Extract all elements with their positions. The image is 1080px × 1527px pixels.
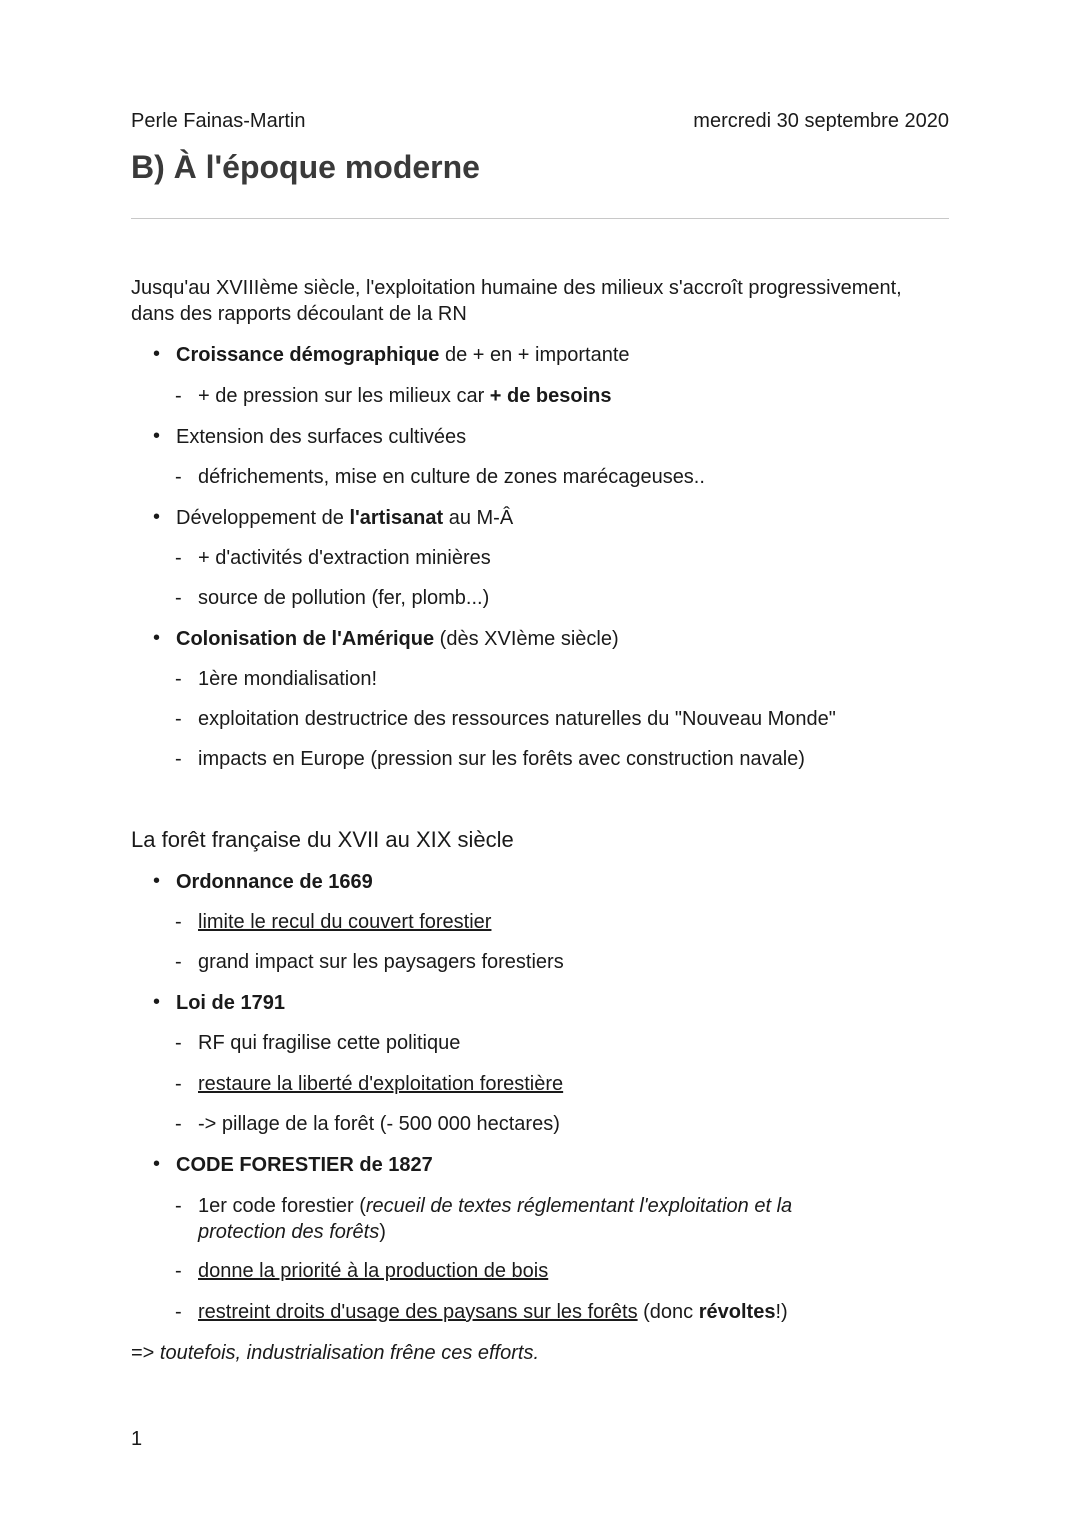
bullet-text: Développement de	[176, 507, 350, 529]
bullet-bold-text: l'artisanat	[349, 507, 444, 529]
bullet-icon: •	[153, 506, 161, 528]
bullet-icon: •	[153, 1153, 161, 1175]
author-name: Perle Fainas-Martin	[131, 110, 306, 132]
conclusion-text: toutefois, industrialisation frêne ces efforts.	[159, 1342, 540, 1364]
bullet-icon: •	[153, 627, 161, 649]
subitem-text: (donc	[637, 1301, 699, 1323]
subitem-underlined-text: restreint droits d'usage des paysans sur les forêts	[198, 1301, 638, 1323]
subitem-underlined-text: restaure la liberté d'exploitation forestière	[198, 1073, 564, 1095]
subitem-text: RF qui fragilise cette politique	[198, 1032, 461, 1054]
subitem-underlined-text: limite le recul du couvert forestier	[198, 911, 492, 933]
subitem-text: exploitation destructrice des ressources naturelles du "Nouveau Monde"	[198, 708, 836, 730]
bullet-text: (dès XVIème siècle)	[434, 628, 619, 650]
subitem-text: 1ère mondialisation!	[198, 668, 377, 690]
dash-icon: -	[175, 1260, 182, 1282]
subitem-text: + d'activités d'extraction minières	[198, 547, 491, 569]
bullet-icon: •	[153, 991, 161, 1013]
conclusion-line	[131, 1340, 911, 1366]
dash-icon: -	[175, 1301, 182, 1323]
bullet-icon: •	[153, 343, 161, 365]
dash-icon: -	[175, 385, 182, 407]
bullet-icon: •	[153, 870, 161, 892]
dash-icon: -	[175, 587, 182, 609]
bullet-icon: •	[153, 425, 161, 447]
bullet-bold-text: Loi de 1791	[176, 992, 285, 1014]
document-date: mercredi 30 septembre 2020	[693, 110, 949, 132]
page-title: B) À l'époque moderne	[131, 149, 480, 185]
subitem-text: source de pollution (fer, plomb...)	[198, 587, 490, 609]
dash-icon: -	[175, 1195, 182, 1217]
subitem-text: impacts en Europe (pression sur les forêts avec construction navale)	[198, 748, 805, 770]
dash-icon: -	[175, 668, 182, 690]
subitem-text: -> pillage de la forêt (- 500 000 hectares)	[198, 1113, 560, 1135]
bullet-bold-text: CODE FORESTIER de 1827	[176, 1154, 433, 1176]
section-heading: La forêt française du XVII au XIX siècle	[131, 827, 514, 852]
dash-icon: -	[175, 748, 182, 770]
intro-paragraph: Jusqu'au XVIIIème siècle, l'exploitation humaine des milieux s'accroît progressivement, dans des rapports découlant de la RN	[131, 277, 902, 325]
dash-icon: -	[175, 1113, 182, 1135]
subitem-text: )	[379, 1221, 386, 1243]
bullet-text: de + en + importante	[439, 344, 630, 366]
arrow-text: =>	[131, 1342, 160, 1364]
dash-icon: -	[175, 547, 182, 569]
bullet-bold-text: Colonisation de l'Amérique	[176, 628, 435, 650]
subitem-text: !)	[775, 1301, 788, 1323]
bullet-text: Extension des surfaces cultivées	[176, 426, 467, 448]
subitem-underlined-text: donne la priorité à la production de bois	[198, 1260, 549, 1282]
subitem-text: 1er code forestier (	[198, 1195, 366, 1217]
subitem-text: grand impact sur les paysagers forestiers	[198, 951, 564, 973]
page-number: 1	[131, 1428, 143, 1450]
dash-icon: -	[175, 951, 182, 973]
subitem-bold-text: + de besoins	[489, 385, 612, 407]
subitem-bold-text: révoltes	[698, 1301, 776, 1323]
subitem-text: + de pression sur les milieux car	[198, 385, 490, 407]
dash-icon: -	[175, 1032, 182, 1054]
dash-icon: -	[175, 466, 182, 488]
dash-icon: -	[175, 708, 182, 730]
bullet-text: au M-Â	[443, 507, 514, 529]
subitem-italic-text: recueil de textes réglementant l'exploitation et la protection des forêts	[198, 1195, 793, 1243]
bullet-bold-text: Ordonnance de 1669	[176, 871, 373, 893]
subitem-text: défrichements, mise en culture de zones marécageuses..	[198, 466, 705, 488]
dash-icon: -	[175, 1073, 182, 1095]
bullet-bold-text: Croissance démographique	[176, 344, 440, 366]
title-divider	[131, 218, 949, 219]
dash-icon: -	[175, 911, 182, 933]
